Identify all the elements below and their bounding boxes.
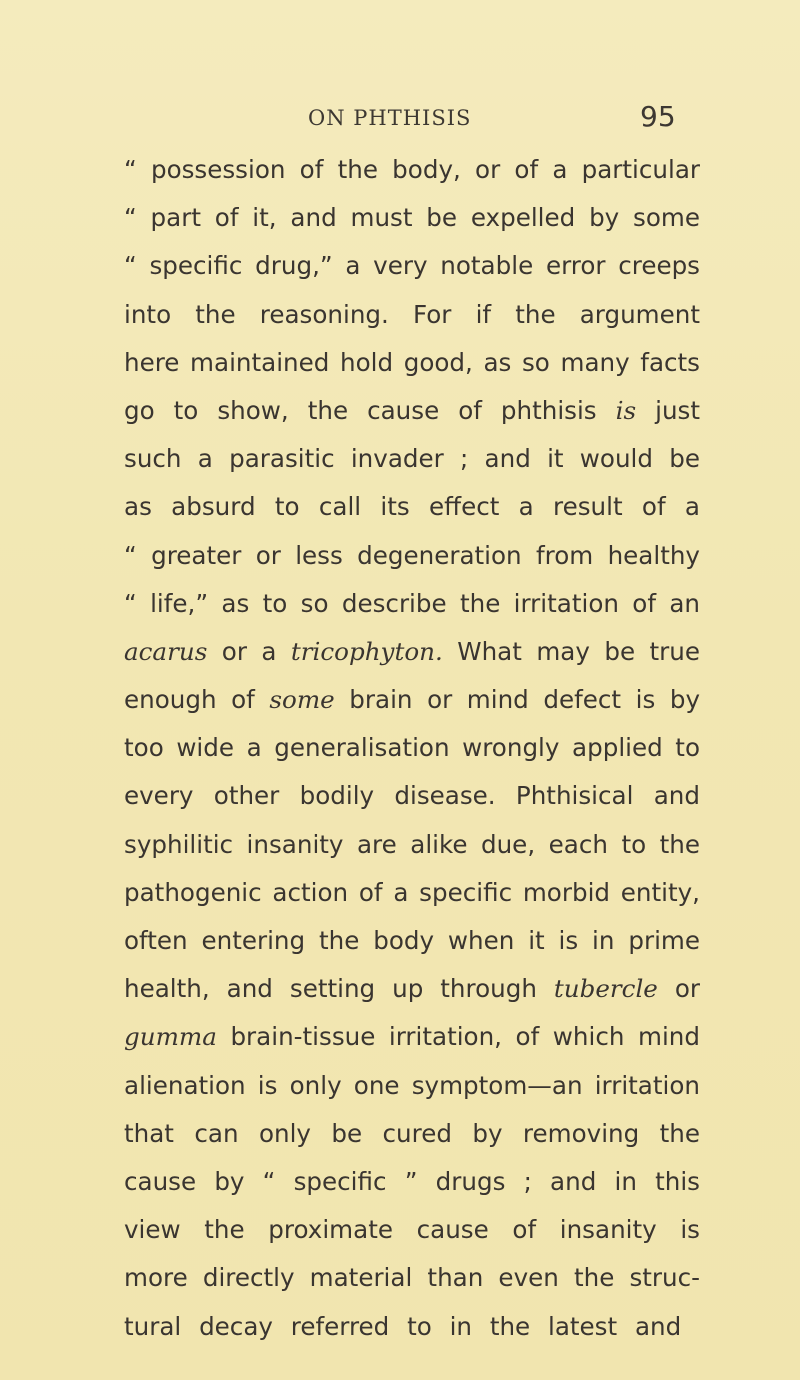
text-line — [124, 242, 700, 290]
text-run: cause by “ specific ” drugs ; and in this — [124, 1166, 700, 1196]
text-line — [124, 580, 700, 628]
italic-text: tubercle — [553, 974, 658, 1004]
text-run: into the reasoning. For if the argument — [124, 299, 700, 329]
text-line — [124, 724, 700, 772]
italic-text: some — [269, 685, 335, 715]
text-run: more directly material than even the struc- — [124, 1263, 700, 1293]
body-text — [124, 146, 700, 1351]
text-line — [124, 772, 700, 820]
text-line — [124, 1062, 700, 1110]
text-run: brain-tissue irritation, of which mind — [216, 1022, 700, 1052]
text-line — [124, 532, 700, 580]
text-run: “ part of it, and must be expelled by some — [124, 203, 700, 233]
text-run: “ life,” as to so describe the irritation of an — [124, 588, 700, 618]
text-line — [124, 821, 700, 869]
text-run: or — [657, 974, 701, 1004]
text-run: too wide a generalisation wrongly applied to — [124, 733, 700, 763]
text-line — [124, 194, 700, 242]
text-line — [124, 917, 700, 965]
text-run: enough of — [124, 685, 270, 715]
text-run: or a — [207, 636, 291, 666]
text-run: that can only be cured by removing the — [124, 1118, 700, 1148]
text-line — [124, 676, 700, 724]
text-run: health, and setting up through — [124, 974, 554, 1004]
text-run: “ specific drug,” a very notable error creeps — [124, 251, 700, 281]
text-line — [124, 435, 700, 483]
text-run: just — [636, 395, 700, 425]
text-line — [124, 869, 700, 917]
text-line — [124, 1158, 700, 1206]
text-run: What may be true — [442, 636, 700, 666]
text-line — [124, 291, 700, 339]
text-line — [124, 339, 700, 387]
text-run: such a parasitic invader ; and it would be — [124, 444, 700, 474]
running-title: ON PHTHISIS — [308, 106, 472, 130]
text-run: “ possession of the body, or of a particular — [124, 155, 700, 184]
text-run: here maintained hold good, as so many facts — [124, 347, 700, 377]
text-run: as absurd to call its effect a result of a — [124, 492, 700, 522]
text-line — [124, 628, 700, 676]
text-line — [124, 483, 700, 531]
text-line — [124, 965, 700, 1013]
text-line — [124, 1254, 700, 1302]
page-number: 95 — [640, 100, 676, 133]
text-run: often entering the body when it is in prime — [124, 926, 700, 955]
text-line — [124, 387, 700, 435]
text-line — [124, 1303, 700, 1351]
text-line — [124, 1110, 700, 1158]
text-line — [124, 146, 700, 194]
italic-text: acarus — [124, 636, 208, 666]
text-run: brain or mind defect is by — [334, 685, 700, 715]
text-run: every other bodily disease. Phthisical and — [124, 781, 700, 811]
text-run: go to show, the cause of phthisis — [124, 395, 616, 425]
italic-text: is — [615, 395, 637, 425]
italic-text: gumma — [124, 1022, 217, 1052]
text-line — [124, 1206, 700, 1254]
text-run: pathogenic action of a specific morbid entity, — [124, 877, 700, 907]
text-line — [124, 1013, 700, 1061]
text-run: alienation is only one symptom—an irritation — [124, 1070, 700, 1100]
italic-text: tricophyton. — [290, 636, 443, 666]
text-run: view the proximate cause of insanity is — [124, 1215, 700, 1245]
text-run: tural decay referred to in the latest and — [124, 1311, 682, 1341]
page-header — [0, 100, 800, 140]
text-run: syphilitic insanity are alike due, each to the — [124, 829, 700, 859]
text-run: “ greater or less degeneration from healthy — [124, 540, 700, 570]
